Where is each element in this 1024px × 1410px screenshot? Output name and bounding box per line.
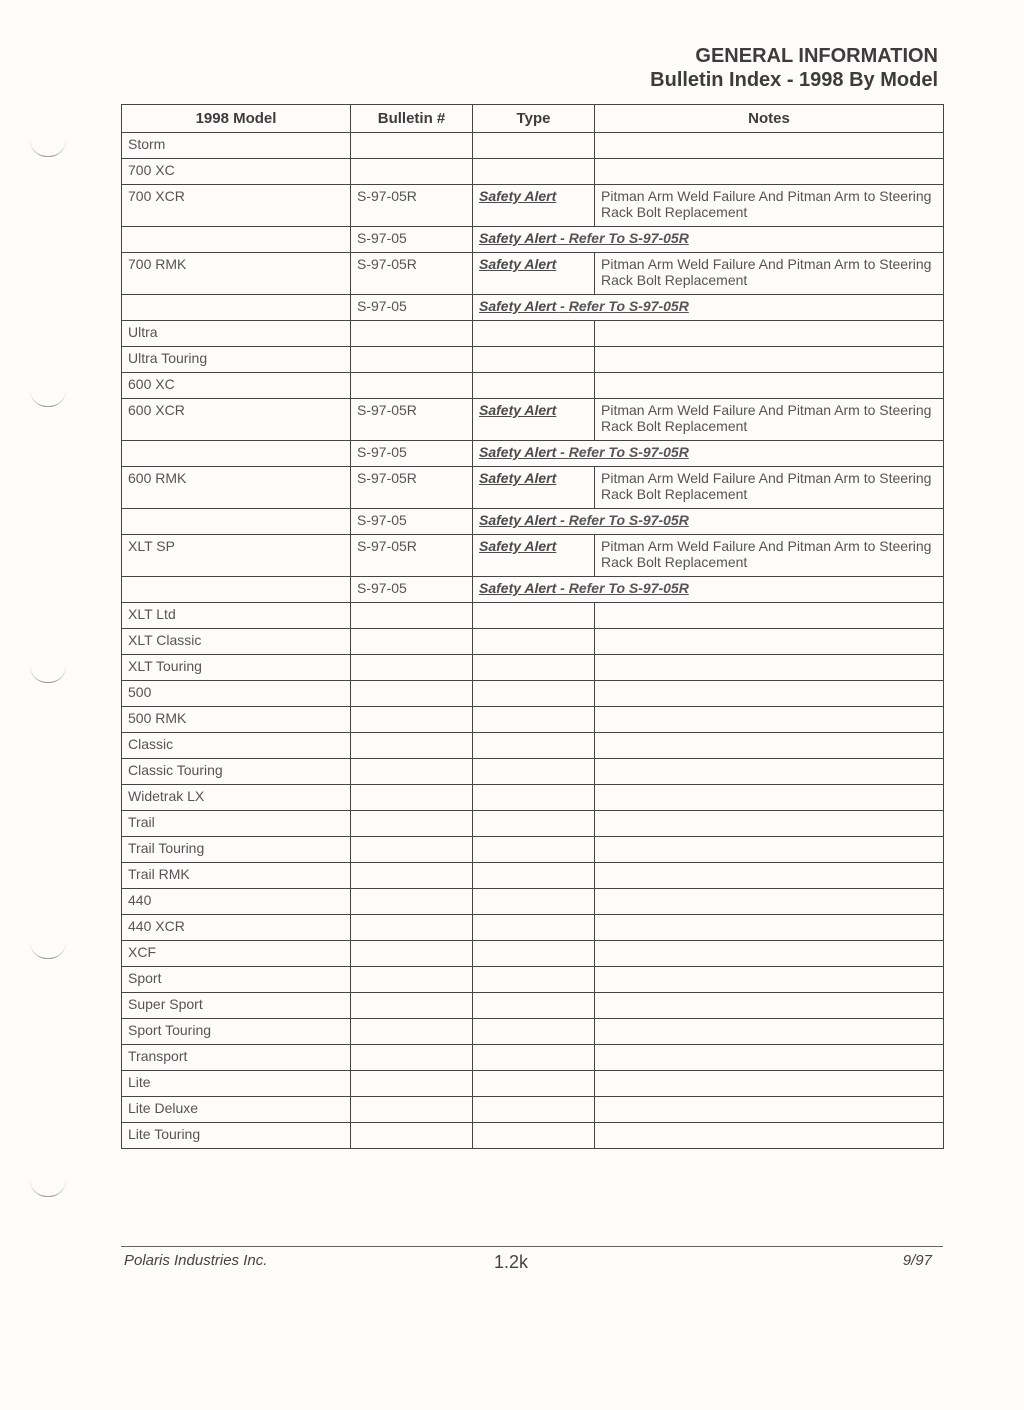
table-header-row bbox=[122, 105, 944, 133]
cell-type-container bbox=[473, 1045, 595, 1071]
cell-type-refer bbox=[473, 295, 944, 321]
cell-bulletin bbox=[351, 629, 473, 655]
cell-type-container bbox=[473, 467, 595, 509]
cell-model: Trail bbox=[122, 811, 351, 837]
cell-type-container bbox=[473, 1123, 595, 1149]
cell-bulletin: S-97-05 bbox=[351, 227, 473, 253]
cell-model: 600 XCR bbox=[122, 399, 351, 441]
cell-bulletin: S-97-05 bbox=[351, 295, 473, 321]
cell-type-container bbox=[473, 655, 595, 681]
table-row bbox=[122, 707, 944, 733]
binder-hole-mark bbox=[30, 942, 66, 959]
cell-bulletin bbox=[351, 733, 473, 759]
binder-hole-mark bbox=[30, 140, 66, 157]
cell-notes bbox=[595, 707, 944, 733]
binder-hole-mark bbox=[30, 1180, 66, 1197]
cell-type-container bbox=[473, 185, 595, 227]
cell-notes bbox=[595, 733, 944, 759]
cell-type-container bbox=[473, 733, 595, 759]
cell-notes bbox=[595, 373, 944, 399]
cell-notes bbox=[595, 941, 944, 967]
cell-type-container bbox=[473, 681, 595, 707]
cell-bulletin: S-97-05R bbox=[351, 535, 473, 577]
cell-model bbox=[122, 577, 351, 603]
cell-type-container bbox=[473, 707, 595, 733]
table-row bbox=[122, 1045, 944, 1071]
refer-separator: - bbox=[556, 444, 569, 460]
cell-type: Safety Alert bbox=[479, 580, 557, 596]
cell-bulletin bbox=[351, 321, 473, 347]
cell-bulletin bbox=[351, 915, 473, 941]
table-row bbox=[122, 133, 944, 159]
column-header-model: 1998 Model bbox=[122, 105, 351, 133]
cell-type-container bbox=[473, 347, 595, 373]
cell-model: Storm bbox=[122, 133, 351, 159]
table-row bbox=[122, 1123, 944, 1149]
cell-notes bbox=[595, 1071, 944, 1097]
cell-model: XLT Ltd bbox=[122, 603, 351, 629]
column-header-bulletin: Bulletin # bbox=[351, 105, 473, 133]
cell-type-container bbox=[473, 373, 595, 399]
cell-type-container bbox=[473, 321, 595, 347]
cell-bulletin bbox=[351, 967, 473, 993]
cell-model: 600 XC bbox=[122, 373, 351, 399]
footer-company: Polaris Industries Inc. bbox=[124, 1252, 268, 1269]
cell-model bbox=[122, 227, 351, 253]
cell-model: Sport bbox=[122, 967, 351, 993]
cell-model: 600 RMK bbox=[122, 467, 351, 509]
cell-type: Safety Alert bbox=[479, 188, 557, 204]
cell-type: Safety Alert bbox=[479, 402, 557, 418]
cell-model: Lite bbox=[122, 1071, 351, 1097]
cell-type-container bbox=[473, 399, 595, 441]
cell-bulletin bbox=[351, 941, 473, 967]
cell-model: Transport bbox=[122, 1045, 351, 1071]
cell-notes bbox=[595, 785, 944, 811]
cell-type: Safety Alert bbox=[479, 444, 557, 460]
table-row bbox=[122, 441, 944, 467]
cell-type-container bbox=[473, 915, 595, 941]
cell-notes bbox=[595, 1045, 944, 1071]
table-row bbox=[122, 535, 944, 577]
table-row bbox=[122, 655, 944, 681]
cell-model: Trail RMK bbox=[122, 863, 351, 889]
table-row bbox=[122, 1097, 944, 1123]
cell-notes bbox=[595, 681, 944, 707]
table-row bbox=[122, 1071, 944, 1097]
cell-model: XLT SP bbox=[122, 535, 351, 577]
cell-model: XCF bbox=[122, 941, 351, 967]
table-body bbox=[122, 133, 944, 1149]
cell-model: 700 XCR bbox=[122, 185, 351, 227]
cell-model bbox=[122, 441, 351, 467]
cell-bulletin bbox=[351, 811, 473, 837]
cell-type-container bbox=[473, 941, 595, 967]
cell-model: 500 bbox=[122, 681, 351, 707]
table-row bbox=[122, 785, 944, 811]
cell-type: Safety Alert bbox=[479, 298, 557, 314]
cell-type-container bbox=[473, 1071, 595, 1097]
cell-type-container bbox=[473, 889, 595, 915]
cell-bulletin: S-97-05 bbox=[351, 441, 473, 467]
cell-type-refer bbox=[473, 441, 944, 467]
cell-bulletin bbox=[351, 655, 473, 681]
cell-model: 440 XCR bbox=[122, 915, 351, 941]
cell-type-container bbox=[473, 1019, 595, 1045]
cell-notes bbox=[595, 811, 944, 837]
cell-notes: Pitman Arm Weld Failure And Pitman Arm to Steering Rack Bolt Replacement bbox=[595, 185, 944, 227]
cell-refer: Refer To S-97-05R bbox=[568, 580, 689, 596]
cell-bulletin bbox=[351, 993, 473, 1019]
cell-notes bbox=[595, 347, 944, 373]
table-row bbox=[122, 629, 944, 655]
table-row bbox=[122, 227, 944, 253]
page-header bbox=[650, 44, 938, 92]
cell-notes bbox=[595, 655, 944, 681]
cell-type: Safety Alert bbox=[479, 230, 557, 246]
cell-type: Safety Alert bbox=[479, 470, 557, 486]
footer-page-number: 1.2k bbox=[494, 1252, 529, 1272]
cell-notes bbox=[595, 863, 944, 889]
cell-type-container bbox=[473, 629, 595, 655]
cell-notes: Pitman Arm Weld Failure And Pitman Arm to Steering Rack Bolt Replacement bbox=[595, 253, 944, 295]
cell-model: Trail Touring bbox=[122, 837, 351, 863]
cell-refer: Refer To S-97-05R bbox=[568, 444, 689, 460]
column-header-notes: Notes bbox=[595, 105, 944, 133]
cell-model bbox=[122, 509, 351, 535]
cell-model: Classic bbox=[122, 733, 351, 759]
cell-notes bbox=[595, 1019, 944, 1045]
cell-type-container bbox=[473, 133, 595, 159]
cell-model: Ultra bbox=[122, 321, 351, 347]
cell-type-container bbox=[473, 535, 595, 577]
binder-hole-mark bbox=[30, 666, 66, 683]
cell-bulletin bbox=[351, 863, 473, 889]
cell-model: 440 bbox=[122, 889, 351, 915]
cell-notes: Pitman Arm Weld Failure And Pitman Arm to Steering Rack Bolt Replacement bbox=[595, 399, 944, 441]
cell-bulletin bbox=[351, 159, 473, 185]
cell-notes bbox=[595, 1097, 944, 1123]
cell-bulletin bbox=[351, 759, 473, 785]
table-row bbox=[122, 577, 944, 603]
cell-refer: Refer To S-97-05R bbox=[568, 298, 689, 314]
cell-notes bbox=[595, 993, 944, 1019]
cell-type-refer bbox=[473, 227, 944, 253]
cell-bulletin bbox=[351, 837, 473, 863]
cell-type-container bbox=[473, 759, 595, 785]
cell-model: 700 XC bbox=[122, 159, 351, 185]
cell-notes: Pitman Arm Weld Failure And Pitman Arm to Steering Rack Bolt Replacement bbox=[595, 467, 944, 509]
table-row bbox=[122, 681, 944, 707]
cell-notes: Pitman Arm Weld Failure And Pitman Arm to Steering Rack Bolt Replacement bbox=[595, 535, 944, 577]
cell-bulletin bbox=[351, 1097, 473, 1123]
cell-bulletin: S-97-05R bbox=[351, 467, 473, 509]
table-row bbox=[122, 941, 944, 967]
refer-separator: - bbox=[556, 512, 569, 528]
cell-notes bbox=[595, 159, 944, 185]
footer-divider bbox=[121, 1246, 943, 1247]
table-row bbox=[122, 159, 944, 185]
cell-type-container bbox=[473, 253, 595, 295]
cell-bulletin bbox=[351, 133, 473, 159]
cell-type-container bbox=[473, 785, 595, 811]
table-row bbox=[122, 811, 944, 837]
table-row bbox=[122, 1019, 944, 1045]
cell-type-container bbox=[473, 837, 595, 863]
cell-bulletin bbox=[351, 347, 473, 373]
table-row bbox=[122, 509, 944, 535]
cell-bulletin bbox=[351, 785, 473, 811]
cell-bulletin bbox=[351, 681, 473, 707]
table-row bbox=[122, 321, 944, 347]
cell-bulletin bbox=[351, 373, 473, 399]
table-row bbox=[122, 253, 944, 295]
cell-model: Super Sport bbox=[122, 993, 351, 1019]
footer-date: 9/97 bbox=[902, 1252, 932, 1269]
cell-notes bbox=[595, 837, 944, 863]
cell-notes bbox=[595, 1123, 944, 1149]
cell-model: XLT Touring bbox=[122, 655, 351, 681]
table-row bbox=[122, 347, 944, 373]
cell-model: Lite Touring bbox=[122, 1123, 351, 1149]
cell-notes bbox=[595, 967, 944, 993]
cell-model: XLT Classic bbox=[122, 629, 351, 655]
table-row bbox=[122, 399, 944, 441]
cell-bulletin bbox=[351, 707, 473, 733]
table-row bbox=[122, 993, 944, 1019]
cell-type: Safety Alert bbox=[479, 256, 557, 272]
cell-model: Classic Touring bbox=[122, 759, 351, 785]
cell-model: Sport Touring bbox=[122, 1019, 351, 1045]
cell-bulletin: S-97-05 bbox=[351, 509, 473, 535]
cell-model: Ultra Touring bbox=[122, 347, 351, 373]
cell-bulletin: S-97-05 bbox=[351, 577, 473, 603]
refer-separator: - bbox=[556, 298, 569, 314]
cell-notes bbox=[595, 133, 944, 159]
cell-model: Lite Deluxe bbox=[122, 1097, 351, 1123]
cell-model: Widetrak LX bbox=[122, 785, 351, 811]
table-row bbox=[122, 295, 944, 321]
cell-notes bbox=[595, 629, 944, 655]
bulletin-index-table bbox=[121, 104, 944, 1149]
cell-bulletin: S-97-05R bbox=[351, 185, 473, 227]
cell-bulletin: S-97-05R bbox=[351, 253, 473, 295]
page-subtitle: Bulletin Index - 1998 By Model bbox=[650, 69, 938, 91]
cell-bulletin bbox=[351, 1071, 473, 1097]
cell-bulletin bbox=[351, 1045, 473, 1071]
cell-notes bbox=[595, 759, 944, 785]
cell-type-container bbox=[473, 1097, 595, 1123]
cell-type-container bbox=[473, 967, 595, 993]
cell-refer: Refer To S-97-05R bbox=[568, 512, 689, 528]
cell-type-container bbox=[473, 603, 595, 629]
table-row bbox=[122, 373, 944, 399]
cell-type-container bbox=[473, 863, 595, 889]
cell-bulletin: S-97-05R bbox=[351, 399, 473, 441]
table-row bbox=[122, 837, 944, 863]
cell-model bbox=[122, 295, 351, 321]
cell-bulletin bbox=[351, 889, 473, 915]
table-row bbox=[122, 967, 944, 993]
cell-model: 700 RMK bbox=[122, 253, 351, 295]
cell-type: Safety Alert bbox=[479, 538, 557, 554]
cell-model: 500 RMK bbox=[122, 707, 351, 733]
cell-refer: Refer To S-97-05R bbox=[568, 230, 689, 246]
cell-notes bbox=[595, 915, 944, 941]
cell-type-container bbox=[473, 993, 595, 1019]
cell-notes bbox=[595, 603, 944, 629]
cell-type-container bbox=[473, 811, 595, 837]
cell-notes bbox=[595, 321, 944, 347]
table-row bbox=[122, 889, 944, 915]
cell-bulletin bbox=[351, 603, 473, 629]
cell-type-refer bbox=[473, 509, 944, 535]
table-row bbox=[122, 603, 944, 629]
column-header-type: Type bbox=[473, 105, 595, 133]
table-row bbox=[122, 733, 944, 759]
cell-bulletin bbox=[351, 1123, 473, 1149]
table-row bbox=[122, 185, 944, 227]
binder-hole-mark bbox=[30, 390, 66, 407]
refer-separator: - bbox=[556, 580, 569, 596]
table-row bbox=[122, 759, 944, 785]
table-row bbox=[122, 467, 944, 509]
table-row bbox=[122, 863, 944, 889]
refer-separator: - bbox=[556, 230, 569, 246]
cell-type-container bbox=[473, 159, 595, 185]
section-title: GENERAL INFORMATION bbox=[695, 45, 938, 67]
cell-type: Safety Alert bbox=[479, 512, 557, 528]
cell-notes bbox=[595, 889, 944, 915]
table-row bbox=[122, 915, 944, 941]
cell-type-refer bbox=[473, 577, 944, 603]
cell-bulletin bbox=[351, 1019, 473, 1045]
